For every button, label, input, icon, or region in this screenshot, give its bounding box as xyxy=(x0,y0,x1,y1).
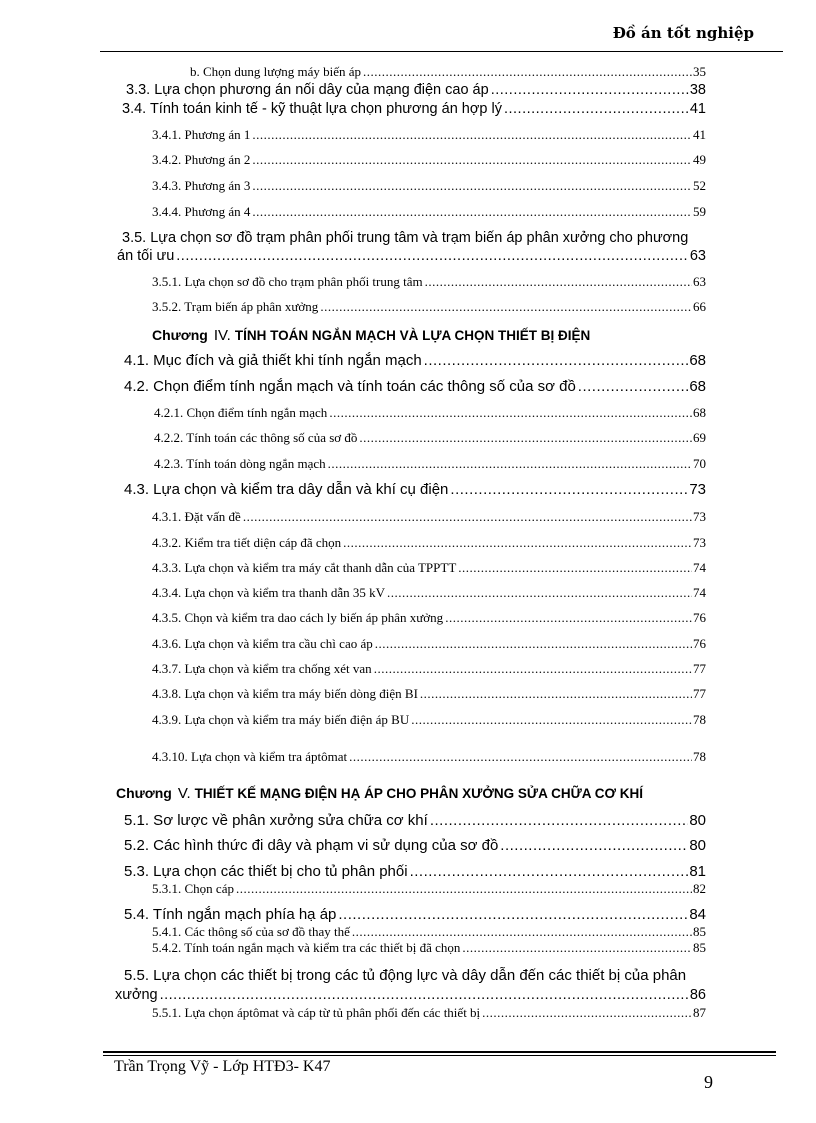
toc-entry xyxy=(152,881,706,897)
toc-entry-page: 74 xyxy=(693,585,706,600)
toc-entry-label: b. Chọn dung lượng máy biến áp xyxy=(190,64,361,79)
toc-entry-page: 59 xyxy=(693,204,706,219)
header-title: Đồ án tốt nghiệp xyxy=(612,24,754,42)
toc-entry-label: 5.2. Các hình thức đi dây và phạm vi sử dụng của sơ đồ xyxy=(124,837,499,854)
page-number: 9 xyxy=(704,1072,713,1092)
toc-entry xyxy=(152,204,706,220)
header-rule xyxy=(100,51,783,52)
toc-entry-page: 78 xyxy=(693,712,706,727)
toc-entry-label: 4.3.6. Lựa chọn và kiểm tra cầu chì cao áp xyxy=(152,636,373,651)
toc-entry-page: 80 xyxy=(689,812,706,829)
toc-entry-label: 3.4.1. Phương án 1 xyxy=(152,127,251,142)
toc-entry-page: 76 xyxy=(693,610,706,625)
toc-entry-page: 63 xyxy=(689,248,706,264)
toc-entry xyxy=(124,863,706,880)
toc-entry-label: 5.4.1. Các thông số của sơ đồ thay thế xyxy=(152,924,350,939)
toc-entry-label: 4.2.1. Chọn điểm tính ngắn mạch xyxy=(154,405,328,420)
toc-entry-page: 76 xyxy=(693,636,706,651)
toc-entry xyxy=(152,940,706,956)
toc-entry-label: 4.2.3. Tính toán dòng ngắn mạch xyxy=(154,456,326,471)
toc-entry-label: 5.3. Lựa chọn các thiết bị cho tủ phân phối xyxy=(124,863,408,880)
toc-entry-label: 4.3.10. Lựa chọn và kiểm tra áptômat xyxy=(152,749,348,764)
toc-entry xyxy=(190,64,706,80)
toc-entry-label: 4.1. Mục đích và giả thiết khi tính ngắn mạch xyxy=(124,352,422,369)
toc-entry-page: 85 xyxy=(693,940,706,955)
toc-entry xyxy=(152,661,706,677)
toc-entry-wrapped-line: 5.5. Lựa chọn các thiết bị trong các tủ động lực và dây dẫn đến các thiết bị của phân xyxy=(124,967,687,984)
toc-entry-page: 81 xyxy=(689,863,706,880)
toc-entry-label: 4.2. Chọn điểm tính ngắn mạch và tính toán các thông số của sơ đồ xyxy=(124,378,576,395)
toc-entry xyxy=(152,1005,706,1021)
toc-entry xyxy=(122,101,706,117)
toc-entry-label: 3.5.1. Lựa chọn sơ đồ cho trạm phân phối trung tâm xyxy=(152,274,423,289)
toc-entry-label: 4.3.3. Lựa chọn và kiểm tra máy cắt thanh dẫn của TPPTT xyxy=(152,560,457,575)
toc-entry xyxy=(152,610,706,626)
toc-entry xyxy=(152,924,706,940)
toc-entry-page: 68 xyxy=(689,352,706,369)
toc-entry-label: 5.4.2. Tính toán ngắn mạch và kiểm tra các thiết bị đã chọn xyxy=(152,940,461,955)
toc-entry-label: 4.3.7. Lựa chọn và kiểm tra chống xét van xyxy=(152,661,372,676)
toc-entry-page: 41 xyxy=(689,101,706,117)
toc-entry xyxy=(154,430,706,446)
toc-entry xyxy=(152,535,706,551)
toc-entry xyxy=(152,686,706,702)
toc-entry-page: 68 xyxy=(689,378,706,395)
toc-entry xyxy=(117,248,706,264)
chapter-number: V. xyxy=(177,785,191,802)
chapter-word: Chương xyxy=(152,327,208,343)
toc-entry xyxy=(152,560,706,576)
toc-entry-page: 73 xyxy=(693,509,706,524)
toc-entry-label: 5.5.1. Lựa chọn áptômat và cáp từ tủ phân phối đến các thiết bị xyxy=(152,1005,481,1020)
toc-entry-label: 4.2.2. Tính toán các thông số của sơ đồ xyxy=(154,430,358,445)
toc-entry-page: 38 xyxy=(689,82,706,98)
toc-entry xyxy=(115,987,706,1003)
toc-entry xyxy=(124,812,706,829)
toc-entry xyxy=(124,481,706,498)
footer-rule xyxy=(103,1051,776,1053)
chapter-heading xyxy=(152,327,590,344)
toc-entry-label: 4.3. Lựa chọn và kiểm tra dây dẫn và khí cụ điện xyxy=(124,481,449,498)
toc-entry-page: 49 xyxy=(693,152,706,167)
toc-entry xyxy=(152,585,706,601)
toc-entry-page: 73 xyxy=(689,481,706,498)
toc-entry-page: 52 xyxy=(693,178,706,193)
toc-entry-page: 66 xyxy=(693,299,706,314)
toc-entry-label: 4.3.8. Lựa chọn và kiểm tra máy biến dòng điện BI xyxy=(152,686,418,701)
toc-entry xyxy=(152,127,706,143)
toc-entry-label: 4.3.4. Lựa chọn và kiểm tra thanh dẫn 35 kV xyxy=(152,585,386,600)
toc-entry-page: 69 xyxy=(693,430,706,445)
toc-entry-page: 35 xyxy=(693,64,706,79)
toc-entry-label: 5.4. Tính ngắn mạch phía hạ áp xyxy=(124,906,337,923)
toc-entry xyxy=(152,299,706,315)
chapter-title: TÍNH TOÁN NGẮN MẠCH VÀ LỰA CHỌN THIẾT BỊ ĐIỆN xyxy=(234,328,591,343)
footer-author: Trần Trọng Vỹ - Lớp HTĐ3- K47 xyxy=(114,1058,331,1075)
toc-entry xyxy=(152,274,706,290)
toc-entry xyxy=(154,405,706,421)
footer-rule xyxy=(103,1055,776,1056)
toc-entry-page: 86 xyxy=(689,987,706,1003)
toc-entry-page: 87 xyxy=(693,1005,706,1020)
toc-entry-label: 4.3.5. Chọn và kiểm tra dao cách ly biến áp phân xưởng xyxy=(152,610,444,625)
toc-entry-label: 3.4. Tính toán kinh tế - kỹ thuật lựa chọn phương án hợp lý xyxy=(122,101,502,117)
toc-entry-label: 3.4.3. Phương án 3 xyxy=(152,178,251,193)
toc-entry-label: xưởng xyxy=(115,987,158,1003)
toc-entry xyxy=(152,712,706,728)
chapter-number: IV. xyxy=(213,327,231,344)
toc-entry-page: 84 xyxy=(689,906,706,923)
toc-entry-label: 3.3. Lựa chọn phương án nối dây của mạng điện cao áp xyxy=(126,82,489,98)
toc-entry xyxy=(124,906,706,923)
toc-entry-page: 77 xyxy=(693,686,706,701)
toc-entry-label: án tối ưu xyxy=(117,248,175,264)
toc-entry xyxy=(152,749,706,765)
toc-entry-label: 5.3.1. Chọn cáp xyxy=(152,881,234,896)
toc-entry xyxy=(126,82,706,98)
chapter-heading xyxy=(116,785,643,802)
toc-entry-label: 3.4.2. Phương án 2 xyxy=(152,152,251,167)
toc-entry-page: 68 xyxy=(693,405,706,420)
toc-entry xyxy=(124,837,706,854)
toc-entry-page: 80 xyxy=(689,837,706,854)
toc-entry-page: 74 xyxy=(693,560,706,575)
toc-entry-label: 3.5.2. Trạm biến áp phân xưởng xyxy=(152,299,319,314)
chapter-word: Chương xyxy=(116,785,172,801)
toc-entry xyxy=(152,178,706,194)
toc-entry xyxy=(152,152,706,168)
toc-entry-page: 78 xyxy=(693,749,706,764)
toc-entry xyxy=(152,509,706,525)
toc-entry-page: 73 xyxy=(693,535,706,550)
toc-entry-label: 4.3.1. Đặt vấn đề xyxy=(152,509,241,524)
toc-entry-label: 4.3.2. Kiểm tra tiết diện cáp đã chọn xyxy=(152,535,342,550)
toc-entry-page: 41 xyxy=(693,127,706,142)
toc-entry-page: 70 xyxy=(693,456,706,471)
toc-entry xyxy=(124,352,706,369)
toc-entry-page: 63 xyxy=(693,274,706,289)
toc-entry-wrapped-line: 3.5. Lựa chọn sơ đồ trạm phân phối trung tâm và trạm biến áp phân xưởng cho phương xyxy=(122,230,689,246)
toc-entry xyxy=(152,636,706,652)
toc-entry-label: 4.3.9. Lựa chọn và kiểm tra máy biến điện áp BU xyxy=(152,712,410,727)
toc-entry xyxy=(154,456,706,472)
toc-entry-page: 85 xyxy=(693,924,706,939)
chapter-title: THIẾT KẾ MẠNG ĐIỆN HẠ ÁP CHO PHÂN XƯỞNG SỬA CHỮA CƠ KHÍ xyxy=(194,786,644,801)
toc-entry-page: 77 xyxy=(693,661,706,676)
toc-entry-label: 3.4.4. Phương án 4 xyxy=(152,204,251,219)
toc-entry-label: 5.1. Sơ lược về phân xưởng sửa chữa cơ khí xyxy=(124,812,428,829)
toc-entry-page: 82 xyxy=(693,881,706,896)
toc-entry xyxy=(124,378,706,395)
